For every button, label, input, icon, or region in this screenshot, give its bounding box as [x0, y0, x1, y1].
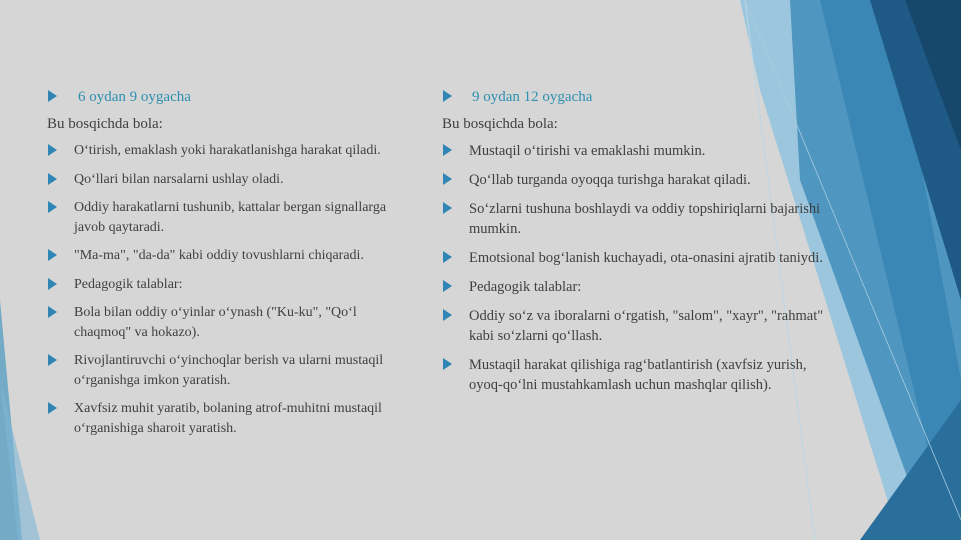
list-item: Mustaqil o‘tirishi va emaklashi mumkin. — [442, 141, 827, 161]
triangle-bullet-icon — [443, 309, 452, 321]
list-item: Emotsional bog‘lanish kuchayadi, ota-onasini ajratib taniydi. — [442, 248, 827, 268]
left-intro: Bu bosqichda bola: — [47, 116, 163, 132]
triangle-bullet-icon — [443, 202, 452, 214]
list-item: Pedagogik talablar: — [47, 275, 417, 295]
list-item: Rivojlantiruvchi o‘yinchoqlar berish va ularni mustaqil o‘rganishga imkon yaratish. — [47, 351, 417, 390]
list-item: Oddiy so‘z va iboralarni o‘rgatish, "salom", "xayr", "rahmat" kabi so‘zlarni qo‘llash. — [442, 306, 827, 346]
right-column — [442, 84, 827, 404]
triangle-bullet-icon — [48, 249, 57, 261]
left-heading — [47, 88, 417, 106]
right-heading — [442, 88, 827, 106]
list-item: Qo‘llab turganda oyoqqa turishga harakat qiladi. — [442, 170, 827, 190]
left-column — [47, 84, 417, 447]
left-heading-text: 6 oydan 9 oygacha — [78, 89, 191, 105]
triangle-bullet-icon — [443, 358, 452, 370]
triangle-bullet-icon — [443, 280, 452, 292]
list-item: Xavfsiz muhit yaratib, bolaning atrof-muhitni mustaqil o‘rganishiga sharoit yaratish. — [47, 399, 417, 438]
triangle-bullet-icon — [48, 173, 57, 185]
triangle-bullet-icon — [443, 173, 452, 185]
list-item: O‘tirish, emaklash yoki harakatlanishga harakat qiladi. — [47, 141, 417, 161]
triangle-bullet-icon — [48, 144, 57, 156]
list-item: Mustaqil harakat qilishiga rag‘batlantirish (xavfsiz yurish, oyoq-qo‘lni mustahkamlash uchun mashqlar qilish). — [442, 355, 827, 395]
triangle-bullet-icon — [48, 354, 57, 366]
triangle-bullet-icon — [48, 201, 57, 213]
right-intro: Bu bosqichda bola: — [442, 116, 558, 132]
list-item: So‘zlarni tushuna boshlaydi va oddiy topshiriqlarni bajarishi mumkin. — [442, 199, 827, 239]
triangle-bullet-icon — [48, 90, 57, 102]
list-item: Oddiy harakatlarni tushunib, kattalar bergan signallarga javob qaytaradi. — [47, 198, 417, 237]
triangle-bullet-icon — [443, 144, 452, 156]
triangle-bullet-icon — [443, 251, 452, 263]
triangle-bullet-icon — [443, 90, 452, 102]
list-item: Pedagogik talablar: — [442, 277, 827, 297]
triangle-bullet-icon — [48, 278, 57, 290]
triangle-bullet-icon — [48, 306, 57, 318]
triangle-bullet-icon — [48, 402, 57, 414]
right-heading-text: 9 oydan 12 oygacha — [472, 89, 593, 105]
list-item: Qo‘llari bilan narsalarni ushlay oladi. — [47, 170, 417, 190]
list-item: Bola bilan oddiy o‘yinlar o‘ynash ("Ku-ku", "Qo‘l chaqmoq" va hokazo). — [47, 303, 417, 342]
list-item: "Ma-ma", "da-da" kabi oddiy tovushlarni chiqaradi. — [47, 246, 417, 266]
